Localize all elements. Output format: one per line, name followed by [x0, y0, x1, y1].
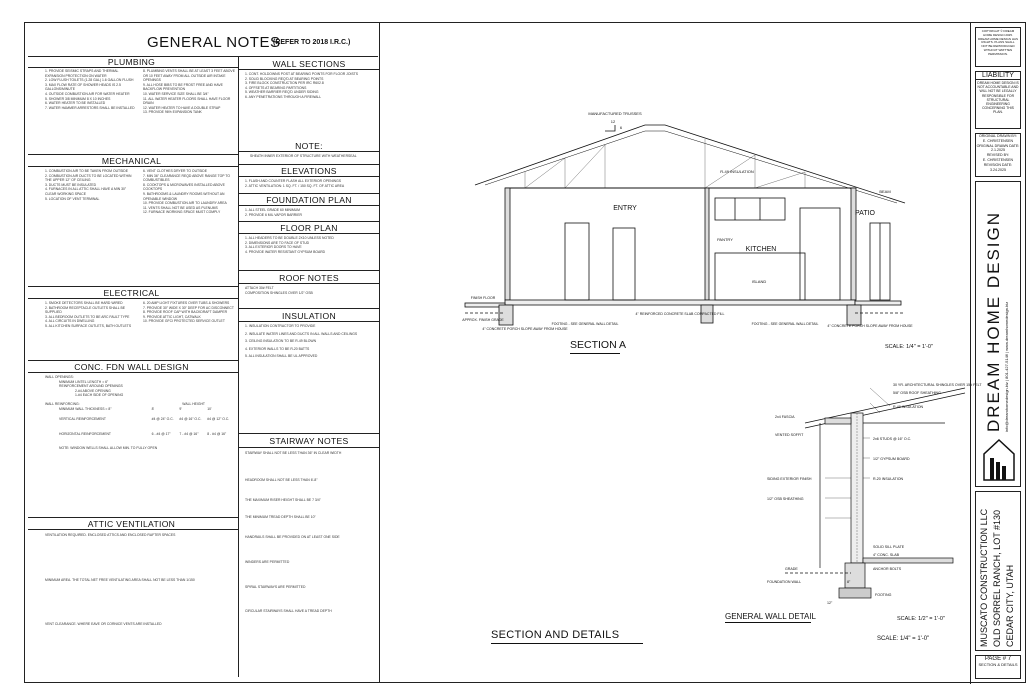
- note-line: COMPOSITION SHINGLES OVER 1/2" OSB: [245, 290, 313, 295]
- table-cell: 9': [179, 406, 182, 411]
- wall-detail-label: 2x4 FASCIA: [775, 415, 795, 419]
- liability-box: [975, 71, 1021, 129]
- label-slab: 4" REINFORCED CONCRETE SLAB COMPACTED FILL: [635, 312, 725, 316]
- divider: [28, 360, 238, 361]
- brand-box: [975, 181, 1021, 487]
- sheet-scale: SCALE: 1/4" = 1'-0": [877, 636, 930, 642]
- divider: [239, 308, 379, 309]
- table-cell: 8': [151, 406, 155, 411]
- wall-detail-label: 12": [827, 601, 833, 605]
- note-line: VENTILATION REQUIRED. ENCLOSED ATTICS AND ENCLOSED RAFTER SPACES: [45, 533, 176, 537]
- note-line: 5. WEATHER BARRIER REQ'D UNDER SIDING: [245, 90, 319, 95]
- electrical-notes-left: [45, 301, 137, 329]
- note-line: 1. ALL STEEL GRADE 60 MINIMUM: [245, 208, 300, 212]
- room-label-entry: ENTRY: [613, 205, 637, 212]
- note-line: 6. WATER HEATER TO BE INSTALLED: [45, 101, 106, 106]
- note-line: 3. ALL EXTERIOR DOORS TO HAVE: [245, 245, 302, 250]
- note-line: 2. COMBUSTION AIR DUCTS TO BE LOCATED WITHIN THE UPPER 12" OF CEILING: [45, 173, 132, 183]
- label-beam: BEAM: [879, 189, 891, 194]
- note-line: 9. PROVIDE ATTIC LIGHT, CATWALK: [143, 314, 201, 319]
- note-line: 4. OUTSIDE COMBUSTION AIR FOR WATER HEATER: [45, 91, 130, 96]
- liability-heading: LIABILITY: [976, 72, 1020, 80]
- wall-detail-label: 1/2" GYPSUM BOARD: [873, 457, 910, 461]
- note-line: 2. ATTIC VENTILATION: 1 SQ. FT. / 150 SQ. FT. OF ATTIC AREA: [245, 183, 345, 188]
- note-line: MINIMUM WALL THICKNESS = 8": [59, 406, 112, 411]
- note-line: 3. ALL BEDROOM OUTLETS TO BE ARC FAULT TYPE: [45, 314, 130, 319]
- divider: [28, 67, 238, 68]
- page-box: [975, 655, 1021, 679]
- project-lot: OLD SORREL RANCH, LOT #130: [992, 509, 1002, 647]
- room-label-kitchen: KITCHEN: [745, 246, 777, 253]
- note-line: 3. CEILING INSULATION TO BE R-49 BLOWN: [245, 339, 317, 344]
- note-line: 1. CONT. HOLDOWNS POST AT BEARING POINTS FOR FLOOR JOISTS: [245, 72, 359, 76]
- note-line: 10. PROVIDE COMBUSTION AIR TO LAUNDRY AREA: [143, 201, 227, 206]
- revised-by-label: REVISED BY:: [986, 153, 1010, 158]
- note-text: SHEATH INNER EXTERIOR OF STRUCTURE WITH WEATHERSEAL: [250, 154, 357, 158]
- project-box: [975, 491, 1021, 651]
- note-line: 2-#4 ABOVE OPENING: [75, 388, 111, 393]
- revised-by-value: E. CHRISTENSEN: [982, 157, 1014, 162]
- wall-detail-label: SIDING EXTERIOR FINISH: [767, 477, 812, 481]
- drawn-date-label: ORIGINAL DRAWN DATE:: [976, 143, 1020, 148]
- notes-drawings-divider: [379, 23, 380, 682]
- sheet-title: SECTION AND DETAILS: [491, 629, 620, 641]
- note-line: 5. ALL KITCHEN SURFACE OUTLETS, BATH OUTLETS: [45, 323, 132, 328]
- note-line: 2. INSULATE WATER LINES AND DUCTS IN ALL WALLS AND CEILINGS: [245, 331, 358, 336]
- table-cell: #4 @ 16" O.C.: [179, 417, 202, 422]
- mechanical-notes-right: [143, 169, 235, 215]
- table-cell: #4 @ 12" O.C.: [207, 417, 230, 422]
- note-line: 4. FURNACES IN ALL ATTIC SHALL HAVE A MIN 30" CLEAR WORKING SPACE: [45, 187, 127, 196]
- note-line: 1. FLASH AND COUNTER FLASH ALL EXTERIOR OPENINGS: [245, 179, 341, 183]
- elevations-notes: [245, 179, 375, 188]
- label-finish-floor: FINISH FLOOR: [470, 296, 496, 300]
- contact-line: info@dreamhomedesign.biz | 801-427-5146 | www.dreamhomedesign.biz: [1004, 301, 1009, 432]
- divider: [28, 166, 238, 167]
- wall-sections-heading: WALL SECTIONS: [272, 59, 346, 69]
- divider: [28, 286, 238, 287]
- note-line: 12. FURNACE WORKING SPACE MUST COMPLY: [143, 210, 221, 215]
- note-line: 10. PROVIDE GFCI PROTECTED SERVICE OUTLET: [143, 319, 225, 324]
- wall-detail-label: GRADE: [785, 567, 798, 571]
- note-line: 6. VENT CLOTHES DRYER TO OUTSIDE: [143, 169, 207, 173]
- table-cell: #4 @ 24" O.C.: [151, 417, 174, 422]
- divider: [239, 164, 379, 165]
- note-line: 5. ALL INSULATION SHALL BE UL APPROVED: [245, 354, 318, 359]
- note-line: 1. COMBUSTION AIR TO BE TAKEN FROM OUTSIDE: [45, 169, 129, 173]
- note-line: HANDRAILS SHALL BE PROVIDED ON AT LEAST ONE SIDE: [245, 535, 340, 540]
- note-line: WALL REINFORCING:: [45, 401, 80, 406]
- note-line: 9. ALL HOSE BIBS TO BE FROST FREE AND HAVE BACKFLOW PREVENTION: [143, 82, 223, 92]
- note-line: 1. PROVIDE SEISMIC STRAPS AND THERMAL EXPANSION PROTECTION ON WATER: [45, 69, 119, 78]
- note-line: ATTACH 30# FELT: [245, 286, 274, 290]
- project-city: CEDAR CITY, UTAH: [1005, 564, 1015, 647]
- note-line: 1-#4 EACH SIDE OF OPENING: [75, 393, 124, 398]
- electrical-notes-right: [143, 301, 235, 324]
- divider: [239, 283, 379, 284]
- section-a-scale: SCALE: 1/4" = 1'-0": [885, 344, 933, 350]
- divider: [239, 193, 379, 194]
- wall-detail-label: 2x6 STUDS @ 16" O.C.: [873, 437, 912, 441]
- note-line: 3. FIRE BLOCK CONSTRUCTION PER IRC R602.8: [245, 81, 324, 86]
- note-line: CIRCULAR STAIRWAYS SHALL HAVE A TREAD DEPTH: [245, 609, 332, 614]
- notes-title: GENERAL NOTES: [147, 34, 281, 51]
- note-line: MINIMUM AREA. THE TOTAL NET FREE VENTILATING AREA SHALL NOT BE LESS THAN 1/150: [45, 577, 195, 582]
- foundation-wall-notes: [45, 375, 235, 451]
- divider: [239, 151, 379, 152]
- note-line: 2. BATHROOM RECEPTACLE OUTLETS SHALL BE SUPPLIED: [45, 305, 126, 315]
- wall-detail-scale: SCALE: 1/2" = 1'-0": [897, 616, 945, 622]
- wall-detail-label: 5/8" OSB ROOF SHEATHING: [893, 391, 941, 395]
- title-block: [970, 23, 1025, 684]
- label-footing-left: FOOTING - SEE GENERAL WALL DETAIL: [551, 322, 619, 326]
- note-line: 4. OFFSETS AT BEARING PARTITIONS: [245, 85, 307, 90]
- note-line: 2. PROVIDE 6 MIL VAPOR BARRIER: [245, 212, 302, 217]
- divider: [239, 69, 379, 70]
- drawing-sheet: [24, 22, 1026, 683]
- foundation-plan-heading: FOUNDATION PLAN: [266, 195, 352, 205]
- mechanical-notes-left: [45, 169, 137, 201]
- note-line: 6. ANY PENETRATIONS THROUGH A FIREWALL: [245, 94, 322, 99]
- divider: [28, 517, 238, 518]
- elevations-heading: ELEVATIONS: [281, 166, 337, 176]
- table-cell: 10': [207, 406, 212, 411]
- revision-date-label: REVISION DATE:: [983, 162, 1013, 167]
- room-label-patio: PATIO: [855, 210, 875, 217]
- wall-detail-label: R-49 INSULATION: [893, 405, 924, 409]
- insulation-notes: [245, 324, 375, 359]
- foundation-plan-notes: [245, 208, 375, 217]
- note-line: 5. SHOWER 3/8 MINIMUM 8 X 10 INCHES: [45, 96, 111, 101]
- note-line: 12. WATER HEATER TO HAVE A DOUBLE STRAP: [143, 105, 221, 110]
- note-line: HORIZONTAL REINFORCEMENT: [59, 431, 111, 436]
- note-line: THE MINIMUM TREAD DEPTH SHALL BE 10": [245, 514, 316, 519]
- note-line: 5. LOCATION OF VENT TERMINAL: [45, 196, 100, 201]
- attic-ventilation-notes: [45, 533, 235, 627]
- page-number: PAGE # 7: [984, 656, 1012, 662]
- electrical-heading: ELECTRICAL: [103, 288, 160, 298]
- note-line: 6. 20 AMP LIGHT FIXTURES OVER TUBS & SHOWERS: [143, 301, 230, 305]
- label-insulation: R-49 INSULATION: [720, 169, 754, 174]
- note-line: 9. BATHROOMS & LAUNDRY ROOMS WITHOUT AN OPENABLE WINDOW: [143, 191, 225, 201]
- section-a-title: SECTION A: [570, 339, 627, 351]
- plumbing-notes-right: [143, 69, 235, 115]
- revision-date-value: 3.24.2025: [990, 167, 1006, 172]
- divider: [239, 321, 379, 322]
- divider: [239, 433, 379, 434]
- label-approx-grade: APPROX. FINISH GRADE: [462, 318, 504, 322]
- wall-detail-label: 8": [847, 580, 851, 584]
- note-line: 1. INSULATION CONTRACTOR TO PROVIDE: [245, 324, 316, 328]
- attic-ventilation-heading: ATTIC VENTILATION: [87, 519, 176, 529]
- wall-detail-label: SOLID SILL PLATE: [873, 545, 905, 549]
- divider: [28, 529, 238, 530]
- wall-detail-label: 4" CONC. SLAB: [873, 553, 900, 557]
- divider: [239, 205, 379, 206]
- note-line: 7. PROVIDE 30" WIDE X 30" DEEP FOR AC DISCONNECT: [143, 305, 234, 310]
- note-line: VENT CLEARANCE. WHERE EAVE OR CORNICE VENTS ARE INSTALLED: [45, 622, 162, 627]
- copyright-text: COPYRIGHT © DREAM HOME DESIGN 2025. DREAM HOME DESIGN HAS RIGHTS. PLANS SHALL NOT BE REPRODUCED WITHOUT WRITTEN PERMISSION.: [978, 29, 1019, 56]
- stairway-notes: [245, 451, 375, 614]
- pitch-run: 6: [619, 125, 623, 130]
- note-line: 7. WATER HAMMER ARRESTORS SHALL BE INSTALLED: [45, 105, 135, 110]
- divider: [28, 298, 238, 299]
- wall-detail-title: GENERAL WALL DETAIL: [725, 612, 816, 621]
- note-heading: NOTE:: [295, 141, 323, 151]
- floor-plan-heading: FLOOR PLAN: [280, 223, 338, 233]
- project-client: MUSCATO CONSTRUCTION LLC: [979, 508, 989, 647]
- label-trusses: MANUFACTURED TRUSSES: [588, 111, 642, 116]
- pitch-rise: 12: [610, 119, 616, 124]
- plumbing-heading: PLUMBING: [107, 57, 156, 67]
- roof-notes: [245, 286, 375, 295]
- notes-reference: (REFER TO 2018 I.R.C.): [273, 39, 351, 46]
- note-line: 8. PLUMBING VENTS SHALL BE AT LEAST 3 FEET ABOVE OR 10 FEET AWAY FROM ALL OUTSIDE AIR INTAKE OPENINGS: [143, 69, 235, 83]
- floor-plan-notes: [245, 236, 375, 254]
- note-line: MINIMUM LINTEL LENGTH = 6": [59, 379, 109, 384]
- title-underline: [725, 622, 811, 623]
- note-line: 2. DIMENSIONS ARE TO FACE OF STUD: [245, 240, 310, 245]
- note-line: 3. MAX FLOW RATE OF SHOWER HEADS IS 2.5 GALLONS/MINUTE: [45, 82, 121, 92]
- brand-name: DREAM HOME DESIGN: [984, 210, 1003, 432]
- note-line: VERTICAL REINFORCEMENT: [59, 417, 106, 422]
- insulation-heading: INSULATION: [282, 311, 336, 321]
- foundation-wall-heading: CONC. FDN WALL DESIGN: [74, 362, 189, 372]
- divider: [28, 154, 238, 155]
- mechanical-heading: MECHANICAL: [101, 156, 162, 166]
- divider: [239, 270, 379, 271]
- truss-webs: [525, 139, 805, 188]
- note-line: 11. ALL WATER HEATER FLOORS SHALL HAVE FLOOR DRAIN: [143, 96, 231, 106]
- drawn-by-value: E. CHRISTENSEN: [982, 138, 1014, 143]
- section-a-drawing: [462, 103, 913, 333]
- note-line: 8. COOKTOPS & MICROWAVES INSTALLED ABOVE COOKTOPS: [143, 182, 225, 192]
- title-underline: [570, 353, 620, 354]
- table-cell: 8 - #4 @ 16": [207, 431, 227, 436]
- note-line: THE MAXIMUM RISER HEIGHT SHALL BE 7 3/4": [245, 498, 321, 503]
- wall-detail-label: FOUNDATION WALL: [767, 580, 802, 584]
- note-line: REINFORCEMENT AROUND OPENINGS: [59, 384, 123, 389]
- drawn-info-box: [975, 133, 1021, 177]
- note-line: HEADROOM SHALL NOT BE LESS THAN 6'-8": [245, 477, 318, 482]
- note-line: WINDERS ARE PERMITTED: [245, 559, 290, 564]
- wall-detail-drawing: [765, 378, 982, 608]
- note-line: 7. MIN 36" CLEARANCE REQD ABOVE RANGE TOP TO COMBUSTIBLES: [143, 173, 231, 183]
- copyright-box: [975, 27, 1021, 67]
- wall-detail-label: FOOTING: [875, 593, 892, 597]
- wall-detail-label: 30 YR. ARCHITECTURAL SHINGLES OVER 15# FELT: [893, 383, 982, 387]
- note-line: 4. PROVIDE WATER RESISTANT GYPSUM BOARD: [245, 249, 326, 254]
- note-line: 4. ALL CIRCUITS IN DWELLING: [45, 319, 95, 324]
- divider: [28, 372, 238, 373]
- divider: [239, 233, 379, 234]
- note-line: WALL OPENINGS:: [45, 375, 74, 379]
- wall-sections-notes: [245, 72, 375, 100]
- plumbing-notes-left: [45, 69, 137, 110]
- wall-detail-label: VENTED SOFFIT: [775, 433, 804, 437]
- note-line: SPIRAL STAIRWAYS ARE PERMITTED: [245, 584, 306, 589]
- wall-detail-label: 1/2" OSB SHEATHING: [767, 497, 804, 501]
- note-line: 1. SMOKE DETECTORS SHALL BE HARD WIRED: [45, 301, 123, 305]
- note-line: 1. ALL HEADERS TO BE DOUBLE 2X10 UNLESS NOTED: [245, 236, 334, 240]
- note-line: 8. PROVIDE ROOF CAP WITH BACKDRAFT DAMPER: [143, 310, 228, 315]
- wall-detail-label: R-20 INSULATION: [873, 477, 904, 481]
- table-cell: 7 - #4 @ 16": [179, 431, 199, 436]
- divider: [239, 447, 379, 448]
- note-line: 10. WATER SERVICE SIZE SHALL BE 3/4": [143, 91, 209, 96]
- label-porch-left: 4" CONCRETE PORCH SLOPE AWAY FROM HOUSE: [482, 327, 568, 331]
- note-line: STAIRWAY SHALL NOT BE LESS THAN 36" IN CLEAR WIDTH: [245, 451, 342, 455]
- note-line: 2. LOW FLUSH TOILETS (1.28 GAL) 1.6 GALLON FLUSH: [45, 78, 134, 83]
- liability-text: DREAM HOME DESIGN IS NOT ACCOUNTABLE AND WILL NOT BE LEGALLY RESPONSIBLE FOR STRUCTURAL ENGINEERING CONCERNING THIS PLAN.: [977, 81, 1019, 115]
- note-line: 3. DUCTS MUST BE INSULATED: [45, 182, 97, 187]
- note-line: NOTE: WINDOW WELLS SHALL ALLOW MIN. TO FULLY OPEN: [59, 446, 158, 451]
- divider: [239, 176, 379, 177]
- house-logo-icon: [982, 438, 1016, 482]
- note-line: 11. VENTS SHALL NOT BE USED AS PLENUMS: [143, 205, 218, 210]
- page-title: SECTION & DETAILS: [978, 662, 1018, 667]
- drawn-date-value: 2.1.2025: [991, 148, 1005, 153]
- note-line: 4. EXTERIOR WALLS TO BE R-20 BATTS: [245, 346, 310, 351]
- roof-line: [475, 125, 905, 203]
- drawn-by-label: ORIGINAL DRAWN BY:: [978, 134, 1018, 138]
- divider: [239, 221, 379, 222]
- room-label-pantry: PANTRY: [717, 237, 733, 242]
- label-footing-right: FOOTING - SEE GENERAL WALL DETAIL: [751, 322, 819, 326]
- table-header: WALL HEIGHT: [182, 401, 205, 406]
- title-underline: [491, 643, 643, 644]
- table-cell: 6 - #4 @ 17": [151, 431, 171, 436]
- roof-notes-heading: ROOF NOTES: [279, 273, 339, 283]
- stairway-notes-heading: STAIRWAY NOTES: [269, 436, 349, 446]
- note-line: 2. SOLID BLOCKING REQ'D AT BEARING POINTS: [245, 76, 324, 81]
- label-porch-right: 4" CONCRETE PORCH SLOPE AWAY FROM HOUSE: [827, 324, 913, 328]
- room-label-island: ISLAND: [751, 279, 767, 284]
- note-line: 13. PROVIDE 96% EXPANSION TANK: [143, 110, 202, 115]
- wall-detail-label: ANCHOR BOLTS: [873, 567, 902, 571]
